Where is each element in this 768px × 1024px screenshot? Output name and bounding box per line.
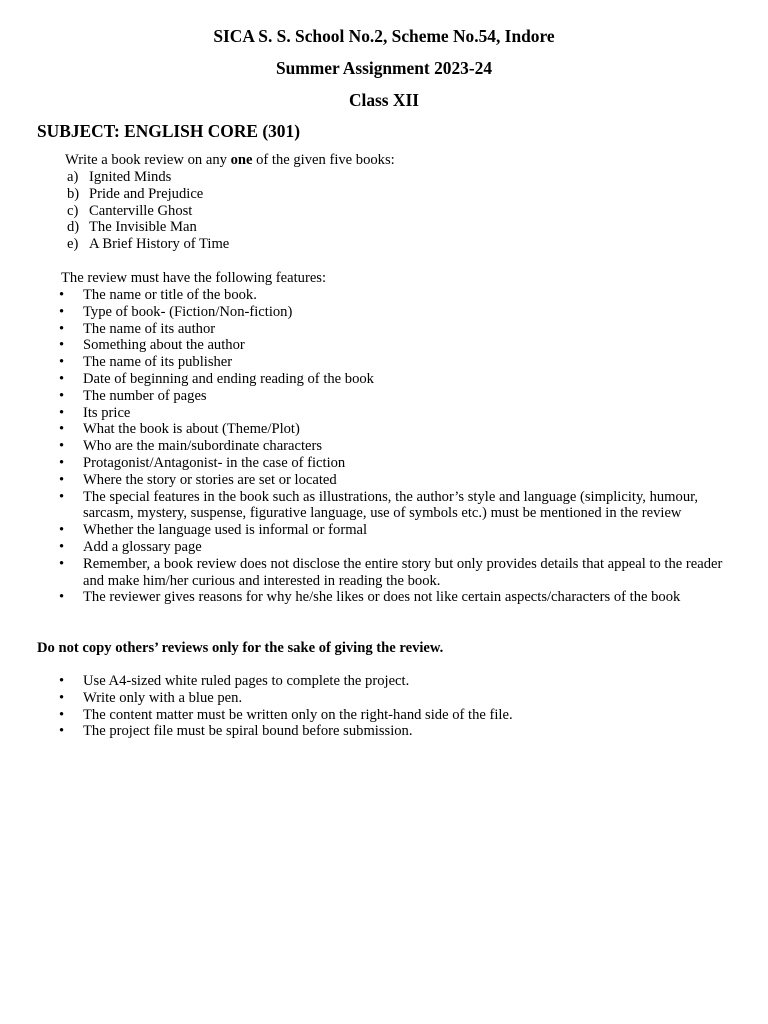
feature-item <box>59 489 739 523</box>
instruction-item <box>59 673 739 690</box>
feature-item <box>59 371 739 388</box>
feature-text: The name or title of the book. <box>83 287 257 303</box>
book-item <box>67 219 229 236</box>
book-list <box>67 169 229 253</box>
instruction-item <box>59 707 739 724</box>
book-marker: a) <box>67 169 79 185</box>
book-title: A Brief History of Time <box>89 236 230 253</box>
bullet-icon: • <box>59 522 65 539</box>
feature-item <box>59 388 739 405</box>
book-marker: c) <box>67 202 79 219</box>
feature-text: Date of beginning and ending reading of the book <box>83 370 374 387</box>
feature-text: The number of pages <box>83 387 207 404</box>
feature-item <box>59 421 739 438</box>
book-title: Canterville Ghost <box>89 202 193 219</box>
instruction-item <box>59 690 739 707</box>
bullet-icon: • <box>59 689 65 706</box>
bullet-icon: • <box>59 354 65 371</box>
instruction-text: The project file must be spiral bound before submission. <box>83 723 413 740</box>
bullet-icon: • <box>59 303 65 320</box>
bullet-icon: • <box>59 287 65 303</box>
feature-text: The name of its publisher <box>83 354 233 371</box>
feature-item <box>59 405 739 422</box>
feature-item <box>59 539 739 556</box>
book-item <box>67 236 229 253</box>
no-copy-warning: Do not copy others’ reviews only for the sake of giving the review. <box>37 640 444 656</box>
bullet-icon: • <box>59 673 65 689</box>
features-intro: The review must have the following features: <box>61 270 327 286</box>
bullet-icon: • <box>59 320 65 337</box>
feature-item <box>59 589 739 606</box>
school-name: SICA S. S. School No.2, Scheme No.54, Indore <box>213 26 555 46</box>
bullet-icon: • <box>59 723 65 740</box>
bullet-icon: • <box>59 538 65 555</box>
feature-text: Protagonist/Antagonist- in the case of fiction <box>83 454 346 471</box>
bullet-icon: • <box>59 706 65 723</box>
bullet-icon: • <box>59 404 65 421</box>
feature-item <box>59 354 739 371</box>
intro-text-before: Write a book review on any <box>65 152 231 168</box>
book-item <box>67 203 229 220</box>
bullet-icon: • <box>59 454 65 471</box>
feature-item <box>59 472 739 489</box>
feature-text: The reviewer gives reasons for why he/she likes or does not like certain aspects/characters of the book <box>83 589 681 606</box>
book-item <box>67 186 229 203</box>
book-title: The Invisible Man <box>89 219 197 236</box>
subject-title: SUBJECT: ENGLISH CORE (301) <box>37 121 300 141</box>
features-list <box>59 287 739 606</box>
feature-text: Something about the author <box>83 337 245 354</box>
assignment-title: Summer Assignment 2023-24 <box>275 58 493 78</box>
feature-text: The name of its author <box>83 320 216 337</box>
book-item <box>67 169 229 186</box>
book-marker: b) <box>67 185 80 202</box>
feature-text: Whether the language used is informal or formal <box>83 522 368 539</box>
feature-item <box>59 455 739 472</box>
instruction-item <box>59 723 739 740</box>
book-marker: d) <box>67 219 80 236</box>
instructions-list <box>59 673 739 740</box>
bullet-icon: • <box>59 555 65 572</box>
intro-text-after: of the given five books: <box>252 152 395 168</box>
book-review-intro <box>65 152 395 169</box>
bullet-icon: • <box>59 438 65 455</box>
book-title: Pride and Prejudice <box>89 185 204 202</box>
instruction-text: Write only with a blue pen. <box>83 689 243 706</box>
feature-text: Remember, a book review does not disclose the entire story but only provides details that appeal to the reader and make him/her curious and interested in reading the book. <box>83 555 723 589</box>
bullet-icon: • <box>59 337 65 354</box>
bullet-icon: • <box>59 471 65 488</box>
feature-text: Add a glossary page <box>83 538 202 555</box>
feature-item <box>59 337 739 354</box>
bullet-icon: • <box>59 488 65 505</box>
bullet-icon: • <box>59 370 65 387</box>
bullet-icon: • <box>59 387 65 404</box>
class-title: Class XII <box>348 90 420 110</box>
book-title: Ignited Minds <box>89 169 172 185</box>
feature-text: Its price <box>83 404 131 421</box>
feature-text: Where the story or stories are set or located <box>83 471 337 488</box>
feature-item <box>59 304 739 321</box>
instruction-text: Use A4-sized white ruled pages to complete the project. <box>83 673 410 689</box>
instruction-text: The content matter must be written only on the right-hand side of the file. <box>83 706 513 723</box>
book-marker: e) <box>67 236 79 253</box>
feature-item <box>59 287 739 304</box>
feature-text: What the book is about (Theme/Plot) <box>83 421 300 438</box>
feature-item <box>59 522 739 539</box>
bullet-icon: • <box>59 421 65 438</box>
feature-item <box>59 556 739 590</box>
feature-item <box>59 321 739 338</box>
feature-text: Type of book- (Fiction/Non-fiction) <box>83 303 293 320</box>
intro-text-bold: one <box>230 152 253 168</box>
feature-text: Who are the main/subordinate characters <box>83 438 323 455</box>
feature-text: The special features in the book such as illustrations, the author’s style and language (simplicity, humour, sarcasm, mystery, suspense, figurative language, use of symbols etc.) must be mentioned in the review <box>83 488 699 522</box>
bullet-icon: • <box>59 589 65 606</box>
feature-item <box>59 438 739 455</box>
